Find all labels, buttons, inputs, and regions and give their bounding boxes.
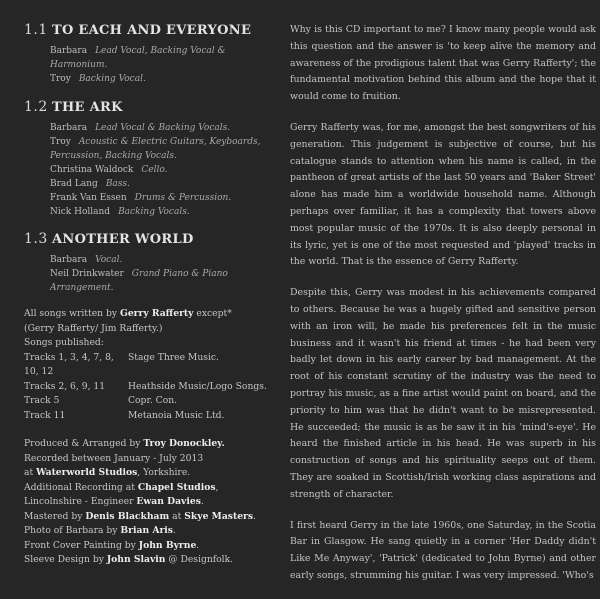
producer-line — [24, 437, 280, 452]
essay-paragraph: Why is this CD important to me? I know many people would ask this question and the answer is 'to keep alive the memory and awareness of the prodigious talent that was Gerry Rafferty'; the fundamental motivation behind this album and the hope that it would come to fruition. — [290, 24, 596, 103]
track-1-section — [24, 22, 280, 86]
publisher-tracks: Track 5 — [24, 395, 60, 406]
songwriting-credits — [24, 307, 280, 423]
credit-name: Nick Holland — [50, 207, 111, 217]
credit-text: Mastered by — [24, 510, 86, 522]
credit-name: Barbara — [50, 46, 88, 56]
essay-column — [290, 22, 596, 599]
credit-name: Troy — [50, 74, 71, 84]
credit-name: Christina Waldock — [50, 165, 134, 175]
credit-text: Lincolnshire - Engineer — [24, 496, 137, 507]
publisher-tracks: Tracks 2, 6, 9, 11 — [24, 380, 106, 392]
publisher-name: Copr. Con. — [128, 395, 178, 406]
track-heading — [24, 22, 280, 38]
credit-name: Barbara — [50, 255, 88, 265]
credit-name: Troy — [50, 137, 71, 147]
credit-line — [50, 44, 280, 72]
songwriter-name: Gerry Rafferty — [119, 308, 194, 319]
credit-line — [50, 72, 280, 86]
credit-line — [50, 191, 280, 205]
published-label: Songs published: — [24, 337, 104, 348]
credit-line — [50, 121, 280, 135]
credit-text: Front Cover Painting by — [24, 539, 139, 551]
credit-text: Sleeve Design by — [24, 554, 107, 565]
credit-name: John Slavin — [106, 554, 166, 565]
publisher-row — [24, 380, 280, 395]
publisher-row — [24, 351, 280, 380]
publisher-name: Metanoia Music Ltd. — [128, 409, 225, 421]
credit-name: Troy Donockley. — [143, 438, 225, 449]
credit-line — [50, 177, 280, 191]
written-by-line-2: (Gerry Rafferty/ Jim Rafferty.) — [24, 322, 163, 334]
mastering-line — [24, 510, 280, 525]
credit-line — [50, 163, 280, 177]
credit-line — [50, 267, 280, 295]
track-number: 1.2 — [24, 99, 48, 115]
credit-name: Skye Masters — [184, 510, 254, 522]
credit-text: Produced & Arranged by — [24, 438, 144, 449]
credit-line — [50, 135, 280, 149]
credit-text: , Yorkshire. — [137, 467, 191, 478]
track-heading — [24, 99, 280, 115]
credit-role: Lead Vocal & Backing Vocals. — [95, 123, 231, 133]
credit-name: Waterworld Studios — [36, 467, 138, 478]
publisher-tracks: Track 11 — [24, 409, 66, 421]
credit-role: Vocal. — [95, 255, 123, 265]
credit-text: at — [24, 467, 37, 478]
production-credits — [24, 437, 280, 568]
track-number: 1.3 — [24, 231, 48, 247]
publisher-row — [24, 394, 280, 409]
publisher-name: Stage Three Music. — [128, 351, 219, 363]
credit-role: Lead Vocal, Backing Vocal & Harmonium. — [50, 46, 226, 70]
credit-role: Bass. — [105, 179, 130, 189]
credit-name: Neil Drinkwater — [50, 269, 124, 279]
credit-role: Percussion, Backing Vocals. — [50, 151, 177, 161]
credit-text: , — [215, 481, 219, 493]
credit-name: Brad Lang — [50, 179, 98, 189]
credit-line — [50, 205, 280, 219]
credit-role: Acoustic & Electric Guitars, Keyboards, — [78, 137, 261, 147]
photo-line — [24, 524, 280, 539]
recorded-line: Recorded between January - July 2013 — [24, 452, 204, 464]
essay-paragraph: Despite this, Gerry was modest in his achievements compared to others. Because he was a hugely gifted and sensitive person with an iron will, he made his preferences felt in the music business and it wasn't his friend at times - he had been very badly let down in his early career by bad management. At the root of his constant scrutiny of the industry was the need to portray his music, as a fine artist would paint on board, and the priority to him was that he didn't want to be misrepresented. He succeeded; the music is as he saw it in his 'mind's-eye'. He heard the finished article in his head. He was superb in his construction of songs and his spirituality seeps out of them. They are soaked in Scottish/Irish working class aspirations and strength of character. — [290, 287, 596, 500]
track-title: TO EACH AND EVERYONE — [52, 23, 252, 38]
sleeve-design-line — [24, 553, 280, 568]
additional-recording-line — [24, 481, 280, 496]
publisher-tracks: Tracks 1, 3, 4, 7, 8, 10, 12 — [24, 351, 114, 377]
credit-role: Cello. — [141, 165, 168, 175]
credit-role: Grand Piano & Piano Arrangement. — [50, 269, 228, 293]
credit-role: Drums & Percussion. — [134, 193, 232, 203]
cover-painting-line — [24, 539, 280, 554]
track-2-section — [24, 99, 280, 219]
credit-text: Photo of Barbara by — [24, 525, 121, 536]
credit-text: . — [200, 496, 204, 507]
credit-name: Frank Van Essen — [50, 193, 127, 203]
engineer-line — [24, 495, 280, 510]
written-suffix: except* — [193, 308, 232, 319]
track-heading — [24, 231, 280, 247]
credit-text: . — [172, 525, 176, 536]
credit-text: at — [169, 510, 185, 522]
credit-text: Additional Recording at — [24, 481, 138, 493]
track-3-section — [24, 231, 280, 295]
credit-name: Denis Blackham — [85, 510, 170, 522]
track-title: ANOTHER WORLD — [52, 232, 194, 247]
studio-line — [24, 466, 280, 481]
credit-text: . — [253, 510, 256, 522]
credit-name: Chapel Studios — [137, 481, 216, 493]
credit-name: Ewan Davies — [136, 496, 201, 507]
credit-name: Barbara — [50, 123, 88, 133]
essay-paragraph: Gerry Rafferty was, for me, amongst the best songwriters of his generation. This judgement is subjective of course, but his catalogue stands to attention when his name is called, in the pantheon of great artists of the last 50 years and 'Baker Street' alone has made him a worldwide household name. Although perhaps over familiar, it has a complexity that towers above most popular music of the 1970s. It is also deeply personal in its lyric, yet is one of the most requested and 'played' tracks in the world. That is the essence of Gerry Rafferty. — [290, 121, 596, 268]
track-number: 1.1 — [24, 22, 48, 38]
credit-line — [50, 149, 280, 163]
written-by-line — [24, 307, 280, 322]
credit-name: John Byrne — [138, 539, 197, 551]
essay-paragraph: I first heard Gerry in the late 1960s, one Saturday, in the Scotia Bar in Glasgow. He sang quietly in a corner 'Her Daddy didn't Like Me Anyway', 'Patrick' (dedicated to John Byrne) and other early songs, strumming his guitar. I was very impressed. 'Who's — [290, 519, 596, 581]
credit-line — [50, 253, 280, 267]
credit-role: Backing Vocals. — [118, 207, 190, 217]
credits-column — [24, 22, 280, 568]
credit-text: . — [196, 539, 200, 551]
credit-name: Brian Aris — [120, 525, 173, 536]
publisher-name: Heathside Music/Logo Songs. — [128, 380, 267, 392]
written-prefix: All songs written by — [24, 308, 120, 319]
credit-role: Backing Vocal. — [78, 74, 146, 84]
credit-text: @ Designfolk. — [165, 554, 234, 565]
track-title: THE ARK — [52, 100, 123, 115]
publisher-row — [24, 409, 280, 424]
